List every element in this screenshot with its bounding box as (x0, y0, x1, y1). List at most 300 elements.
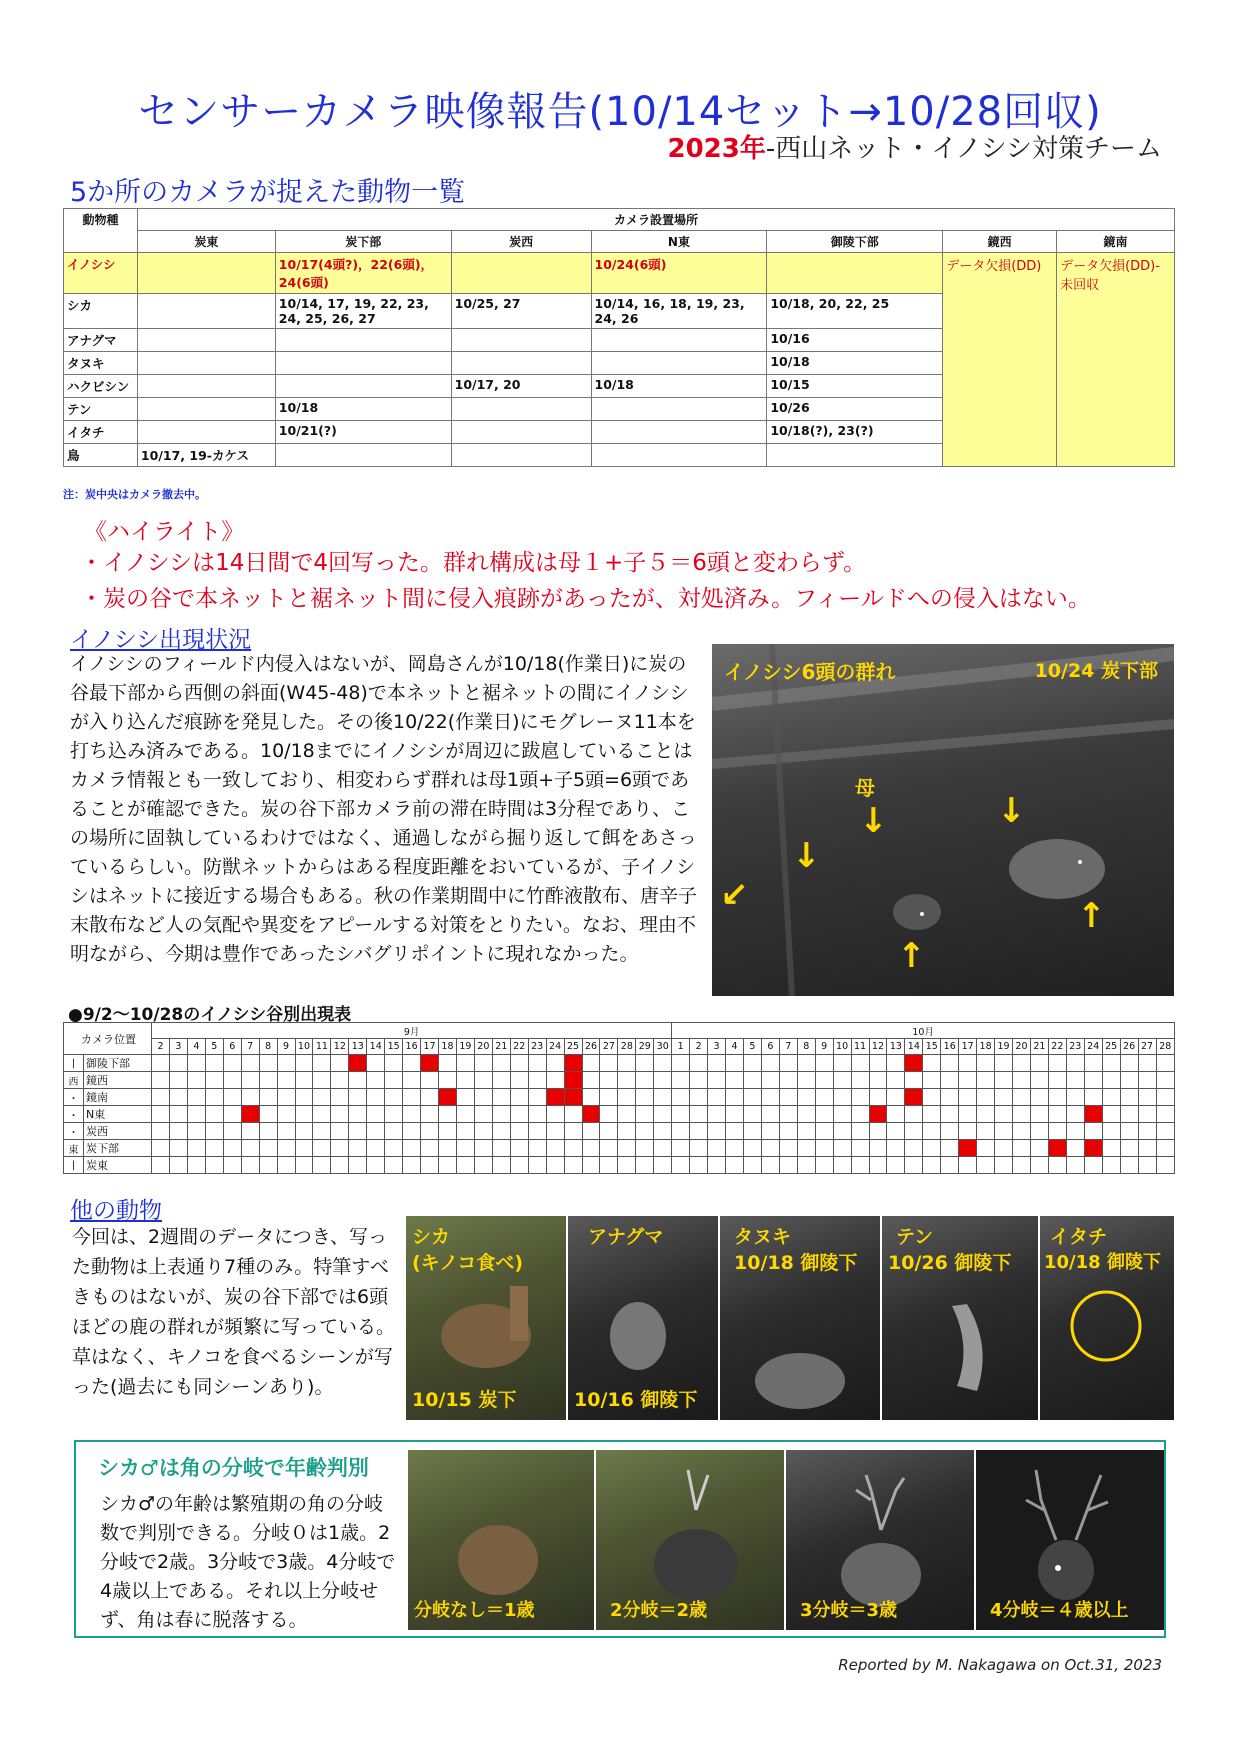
day-slot (779, 1106, 797, 1123)
day-slot (779, 1157, 797, 1174)
day-slot (636, 1072, 654, 1089)
day-slot (977, 1123, 995, 1140)
day-slot (169, 1106, 187, 1123)
day-slot (546, 1140, 564, 1157)
appearance-row (64, 1106, 1175, 1123)
day-slot (187, 1106, 205, 1123)
day-slot (672, 1140, 690, 1157)
species-cell: 10/16 (767, 329, 943, 352)
camera-label: 鏡南 (84, 1089, 152, 1106)
day-slot (582, 1140, 600, 1157)
day-slot (618, 1055, 636, 1072)
day-slot (941, 1055, 959, 1072)
day-slot (510, 1157, 528, 1174)
highlight-heading: 《ハイライト》 (84, 519, 245, 545)
table-note: 注：炭中央はカメラ撤去中。 (63, 488, 206, 501)
day-cell: 14 (367, 1039, 385, 1055)
day-slot (169, 1072, 187, 1089)
day-slot (474, 1055, 492, 1072)
day-cell: 7 (779, 1039, 797, 1055)
day-slot (815, 1055, 833, 1072)
day-slot (726, 1106, 744, 1123)
appearance-row (64, 1055, 1175, 1072)
day-slot (1120, 1123, 1138, 1140)
day-slot (205, 1055, 223, 1072)
day-slot (528, 1055, 546, 1072)
side-mark: | (64, 1055, 84, 1072)
day-slot (331, 1123, 349, 1140)
day-slot (152, 1123, 170, 1140)
species-cell (451, 444, 591, 467)
day-cell: 5 (743, 1039, 761, 1055)
day-slot (474, 1123, 492, 1140)
species-cell: 10/21(?) (275, 421, 451, 444)
day-slot (1156, 1055, 1175, 1072)
camera-label: 炭西 (84, 1123, 152, 1140)
day-cell: 16 (941, 1039, 959, 1055)
down-arrow-icon: ↓ (997, 791, 1026, 831)
day-cell: 17 (421, 1039, 439, 1055)
day-slot (618, 1123, 636, 1140)
day-slot (349, 1089, 367, 1106)
day-slot (815, 1140, 833, 1157)
day-slot (313, 1123, 331, 1140)
day-slot (869, 1140, 887, 1157)
day-slot (726, 1123, 744, 1140)
day-slot (205, 1089, 223, 1106)
day-slot (313, 1106, 331, 1123)
day-slot (385, 1055, 403, 1072)
day-slot (241, 1055, 259, 1072)
day-slot (887, 1123, 905, 1140)
sighting-mark (241, 1106, 259, 1123)
day-slot (743, 1140, 761, 1157)
species-name: イノシシ (64, 253, 138, 294)
species-cell (275, 444, 451, 467)
day-cell: 20 (474, 1039, 492, 1055)
day-slot (995, 1123, 1013, 1140)
day-cell: 8 (259, 1039, 277, 1055)
day-slot (456, 1072, 474, 1089)
day-slot (510, 1072, 528, 1089)
day-slot (528, 1106, 546, 1123)
appearance-row (64, 1089, 1175, 1106)
photo-date: 10/18 御陵下 (1044, 1252, 1161, 1273)
side-mark: ・ (64, 1106, 84, 1123)
day-slot (421, 1089, 439, 1106)
day-slot (582, 1157, 600, 1174)
day-slot (1084, 1123, 1102, 1140)
day-slot (295, 1157, 313, 1174)
species-table (63, 208, 1175, 467)
day-cell: 24 (1084, 1039, 1102, 1055)
day-slot (223, 1140, 241, 1157)
camera-label: 鏡西 (84, 1072, 152, 1089)
day-cell: 22 (1048, 1039, 1066, 1055)
col-species-header: 動物種 (64, 209, 138, 253)
camera-label: 炭東 (84, 1157, 152, 1174)
day-slot (1013, 1089, 1031, 1106)
day-slot (761, 1140, 779, 1157)
day-slot (797, 1072, 815, 1089)
boar-body: イノシシのフィールド内侵入はないが、岡島さんが10/18(作業日)に炭の谷最下部から西側の斜面(W45-48)で本ネットと裾ネットの間にイノシシが入り込んだ痕跡を発見した。その後10/22(作業日)にモグレーヌ11本を打ち込み済みである。10/18までにイノシシが周辺に跋扈していることはカメラ情報とも一致しており、相変わらず群れは母1頭+子5頭=6頭であることが確認できた。炭の谷下部カメラ前の滞在時間は3分程であり、この場所に固執しているわけではなく、通過しながら掘り返して餌をあさっているらしい。防獣ネットからはある程度距離をおいているが、子イノシシはネットに接近する場合もある。秋の作業期間中に竹酢液散布、唐辛子末散布など人の気配や異変をアピールする対策をとりたい。なお、理由不明ながら、今期は豊作であったシバグリポイントに現れなかった。 (70, 653, 698, 965)
species-cell (275, 329, 451, 352)
species-cell (137, 294, 275, 329)
day-slot (528, 1123, 546, 1140)
species-cell (137, 398, 275, 421)
day-slot (1084, 1089, 1102, 1106)
day-slot (1030, 1072, 1048, 1089)
day-slot (797, 1123, 815, 1140)
day-slot (797, 1140, 815, 1157)
species-cell: 10/18 (591, 375, 767, 398)
day-cell: 21 (492, 1039, 510, 1055)
day-slot (690, 1157, 708, 1174)
day-slot (833, 1123, 851, 1140)
day-slot (708, 1089, 726, 1106)
species-cell: 10/14, 17, 19, 22, 23, 24, 25, 26, 27 (275, 294, 451, 329)
day-slot (1066, 1089, 1084, 1106)
day-slot (636, 1055, 654, 1072)
day-slot (887, 1106, 905, 1123)
day-slot (708, 1140, 726, 1157)
day-slot (1156, 1157, 1175, 1174)
photo-date: 10/16 御陵下 (574, 1389, 698, 1411)
species-cell (767, 444, 943, 467)
day-cell: 11 (313, 1039, 331, 1055)
day-slot (959, 1055, 977, 1072)
day-slot (187, 1055, 205, 1072)
day-slot (618, 1140, 636, 1157)
day-slot (690, 1072, 708, 1089)
day-slot (456, 1089, 474, 1106)
day-slot (1030, 1089, 1048, 1106)
day-slot (331, 1055, 349, 1072)
day-slot (439, 1106, 457, 1123)
day-slot (492, 1072, 510, 1089)
day-slot (295, 1140, 313, 1157)
day-slot (923, 1157, 941, 1174)
day-slot (1013, 1106, 1031, 1123)
day-slot (869, 1089, 887, 1106)
side-mark: ・ (64, 1123, 84, 1140)
day-cell: 18 (439, 1039, 457, 1055)
day-slot (1066, 1140, 1084, 1157)
day-cell: 30 (654, 1039, 672, 1055)
species-cell (591, 398, 767, 421)
day-slot (977, 1055, 995, 1072)
day-slot (1120, 1072, 1138, 1089)
day-slot (761, 1089, 779, 1106)
species-cell: 10/18 (275, 398, 451, 421)
day-slot (223, 1072, 241, 1089)
sighting-mark (564, 1072, 582, 1089)
day-slot (1102, 1089, 1120, 1106)
day-slot (474, 1089, 492, 1106)
day-slot (959, 1106, 977, 1123)
boar-heading: イノシシ出現状況 (70, 627, 252, 653)
day-slot (833, 1157, 851, 1174)
day-slot (582, 1072, 600, 1089)
species-cell (451, 421, 591, 444)
day-cell: 21 (1030, 1039, 1048, 1055)
day-slot (959, 1123, 977, 1140)
day-slot (959, 1157, 977, 1174)
day-slot (492, 1089, 510, 1106)
day-slot (1066, 1106, 1084, 1123)
day-slot (510, 1089, 528, 1106)
day-slot (528, 1089, 546, 1106)
day-slot (851, 1055, 869, 1072)
day-slot (995, 1106, 1013, 1123)
day-row (64, 1039, 1175, 1055)
day-slot (259, 1123, 277, 1140)
appearance-heading: ●9/2〜10/28のイノシシ谷別出現表 (68, 1005, 352, 1025)
day-slot (1156, 1072, 1175, 1089)
day-slot (618, 1072, 636, 1089)
camera-label: 炭下部 (84, 1140, 152, 1157)
species-cell (275, 352, 451, 375)
month-row (64, 1023, 1175, 1039)
species-cell (137, 253, 275, 294)
day-slot (546, 1123, 564, 1140)
day-slot (385, 1140, 403, 1157)
day-slot (743, 1106, 761, 1123)
day-slot (259, 1106, 277, 1123)
day-slot (241, 1123, 259, 1140)
down-arrow-icon: ↓ (792, 836, 821, 876)
day-slot (797, 1089, 815, 1106)
day-slot (743, 1157, 761, 1174)
photo-date: 10/24 炭下部 (1034, 660, 1158, 682)
day-slot (1084, 1072, 1102, 1089)
day-slot (1138, 1123, 1156, 1140)
day-slot (1066, 1055, 1084, 1072)
day-slot (797, 1106, 815, 1123)
day-slot (1138, 1106, 1156, 1123)
day-slot (313, 1072, 331, 1089)
loc-header: 炭東 (137, 231, 275, 253)
day-slot (654, 1157, 672, 1174)
species-cell (451, 329, 591, 352)
sighting-mark (421, 1055, 439, 1072)
day-slot (403, 1140, 421, 1157)
day-slot (205, 1072, 223, 1089)
animal-photo (406, 1216, 566, 1420)
day-slot (474, 1157, 492, 1174)
day-slot (905, 1157, 923, 1174)
species-cell (767, 253, 943, 294)
day-slot (187, 1089, 205, 1106)
day-slot (223, 1089, 241, 1106)
day-slot (456, 1157, 474, 1174)
day-slot (205, 1106, 223, 1123)
page-subtitle (667, 128, 1162, 165)
day-slot (761, 1123, 779, 1140)
day-slot (708, 1106, 726, 1123)
day-cell: 12 (869, 1039, 887, 1055)
sighting-mark (905, 1055, 923, 1072)
day-slot (636, 1089, 654, 1106)
day-slot (152, 1140, 170, 1157)
day-slot (546, 1072, 564, 1089)
day-slot (905, 1072, 923, 1089)
mother-label: 母 (855, 776, 875, 800)
day-cell: 11 (851, 1039, 869, 1055)
day-slot (797, 1157, 815, 1174)
day-slot (1102, 1055, 1120, 1072)
other-body: 今回は、2週間のデータにつき、写った動物は上表通り7種のみ。特筆すべきものはないが、炭の谷下部では6頭ほどの鹿の群れが頻繁に写っている。草はなく、キノコを食べるシーンが写った(過去にも同シーンあり)。 (72, 1226, 396, 1398)
diagonal-arrow-icon: ↙ (720, 875, 749, 915)
camera-label: 御陵下部 (84, 1055, 152, 1072)
day-slot (779, 1055, 797, 1072)
sighting-mark (564, 1055, 582, 1072)
day-slot (169, 1055, 187, 1072)
day-slot (941, 1072, 959, 1089)
day-slot (546, 1055, 564, 1072)
day-slot (403, 1123, 421, 1140)
photo-label: イタチ (1050, 1226, 1108, 1248)
position-header: カメラ位置 (64, 1023, 152, 1055)
day-slot (367, 1140, 385, 1157)
day-slot (636, 1123, 654, 1140)
species-cell (451, 352, 591, 375)
day-slot (690, 1089, 708, 1106)
day-slot (1102, 1140, 1120, 1157)
day-slot (672, 1157, 690, 1174)
day-slot (1013, 1123, 1031, 1140)
day-cell: 2 (690, 1039, 708, 1055)
day-slot (439, 1123, 457, 1140)
day-slot (169, 1157, 187, 1174)
day-slot (1048, 1089, 1066, 1106)
day-slot (421, 1123, 439, 1140)
day-slot (564, 1140, 582, 1157)
appearance-row (64, 1157, 1175, 1174)
sighting-mark (564, 1089, 582, 1106)
day-slot (743, 1055, 761, 1072)
day-slot (761, 1072, 779, 1089)
day-slot (923, 1055, 941, 1072)
day-slot (600, 1055, 618, 1072)
day-slot (1048, 1157, 1066, 1174)
day-slot (851, 1072, 869, 1089)
day-cell: 23 (528, 1039, 546, 1055)
col-location-group: カメラ設置場所 (137, 209, 1174, 231)
day-slot (331, 1089, 349, 1106)
boar-group-photo (712, 644, 1174, 996)
report-footer: Reported by M. Nakagawa on Oct.31, 2023 (838, 1656, 1162, 1674)
day-slot (331, 1072, 349, 1089)
species-cell: 10/24(6頭) (591, 253, 767, 294)
day-slot (349, 1140, 367, 1157)
day-cell: 13 (349, 1039, 367, 1055)
day-slot (474, 1072, 492, 1089)
day-slot (223, 1123, 241, 1140)
day-slot (313, 1157, 331, 1174)
day-slot (833, 1140, 851, 1157)
day-slot (439, 1157, 457, 1174)
species-name: イタチ (64, 421, 138, 444)
species-heading: 5か所のカメラが捉えた動物一覧 (70, 177, 466, 208)
day-slot (1156, 1140, 1175, 1157)
day-slot (708, 1072, 726, 1089)
photo-title: イノシシ6頭の群れ (724, 660, 896, 684)
day-slot (941, 1106, 959, 1123)
day-slot (349, 1106, 367, 1123)
day-slot (618, 1157, 636, 1174)
day-cell: 19 (456, 1039, 474, 1055)
day-slot (618, 1106, 636, 1123)
day-slot (977, 1106, 995, 1123)
species-cell (275, 375, 451, 398)
species-cell (451, 398, 591, 421)
day-slot (1013, 1157, 1031, 1174)
day-slot (1013, 1055, 1031, 1072)
day-slot (403, 1106, 421, 1123)
day-slot (546, 1157, 564, 1174)
day-slot (152, 1089, 170, 1106)
species-cell (137, 352, 275, 375)
loc-header: 鏡西 (943, 231, 1057, 253)
day-slot (779, 1140, 797, 1157)
day-slot (1030, 1123, 1048, 1140)
day-cell: 3 (169, 1039, 187, 1055)
day-slot (726, 1140, 744, 1157)
day-cell: 9 (815, 1039, 833, 1055)
day-cell: 25 (1102, 1039, 1120, 1055)
day-slot (223, 1106, 241, 1123)
day-slot (564, 1123, 582, 1140)
day-slot (690, 1123, 708, 1140)
day-cell: 29 (636, 1039, 654, 1055)
deer-photo (786, 1450, 974, 1630)
animal-photo (568, 1216, 718, 1420)
day-cell: 3 (708, 1039, 726, 1055)
day-slot (654, 1140, 672, 1157)
day-slot (654, 1055, 672, 1072)
day-slot (690, 1106, 708, 1123)
day-slot (367, 1106, 385, 1123)
side-mark: 東 (64, 1140, 84, 1157)
deer-photo (976, 1450, 1164, 1630)
species-cell: 10/17, 20 (451, 375, 591, 398)
photo-date: 10/15 炭下 (412, 1389, 517, 1411)
day-slot (618, 1089, 636, 1106)
day-slot (797, 1055, 815, 1072)
species-cell (591, 444, 767, 467)
day-cell: 22 (510, 1039, 528, 1055)
day-slot (779, 1089, 797, 1106)
day-slot (313, 1089, 331, 1106)
day-cell: 25 (564, 1039, 582, 1055)
sighting-mark (869, 1106, 887, 1123)
deer-box-title: シカ♂は角の分岐で年齢判別 (98, 1456, 369, 1480)
day-slot (295, 1055, 313, 1072)
day-cell: 10 (295, 1039, 313, 1055)
highlight-item: ・イノシシは14日間で4回写った。群れ構成は母１+子５＝6頭と変わらず。 (80, 550, 867, 576)
day-slot (600, 1072, 618, 1089)
day-cell: 13 (887, 1039, 905, 1055)
day-slot (726, 1157, 744, 1174)
day-slot (331, 1157, 349, 1174)
day-slot (690, 1140, 708, 1157)
day-slot (977, 1089, 995, 1106)
day-slot (1120, 1055, 1138, 1072)
day-slot (977, 1157, 995, 1174)
day-slot (1138, 1072, 1156, 1089)
day-slot (923, 1072, 941, 1089)
